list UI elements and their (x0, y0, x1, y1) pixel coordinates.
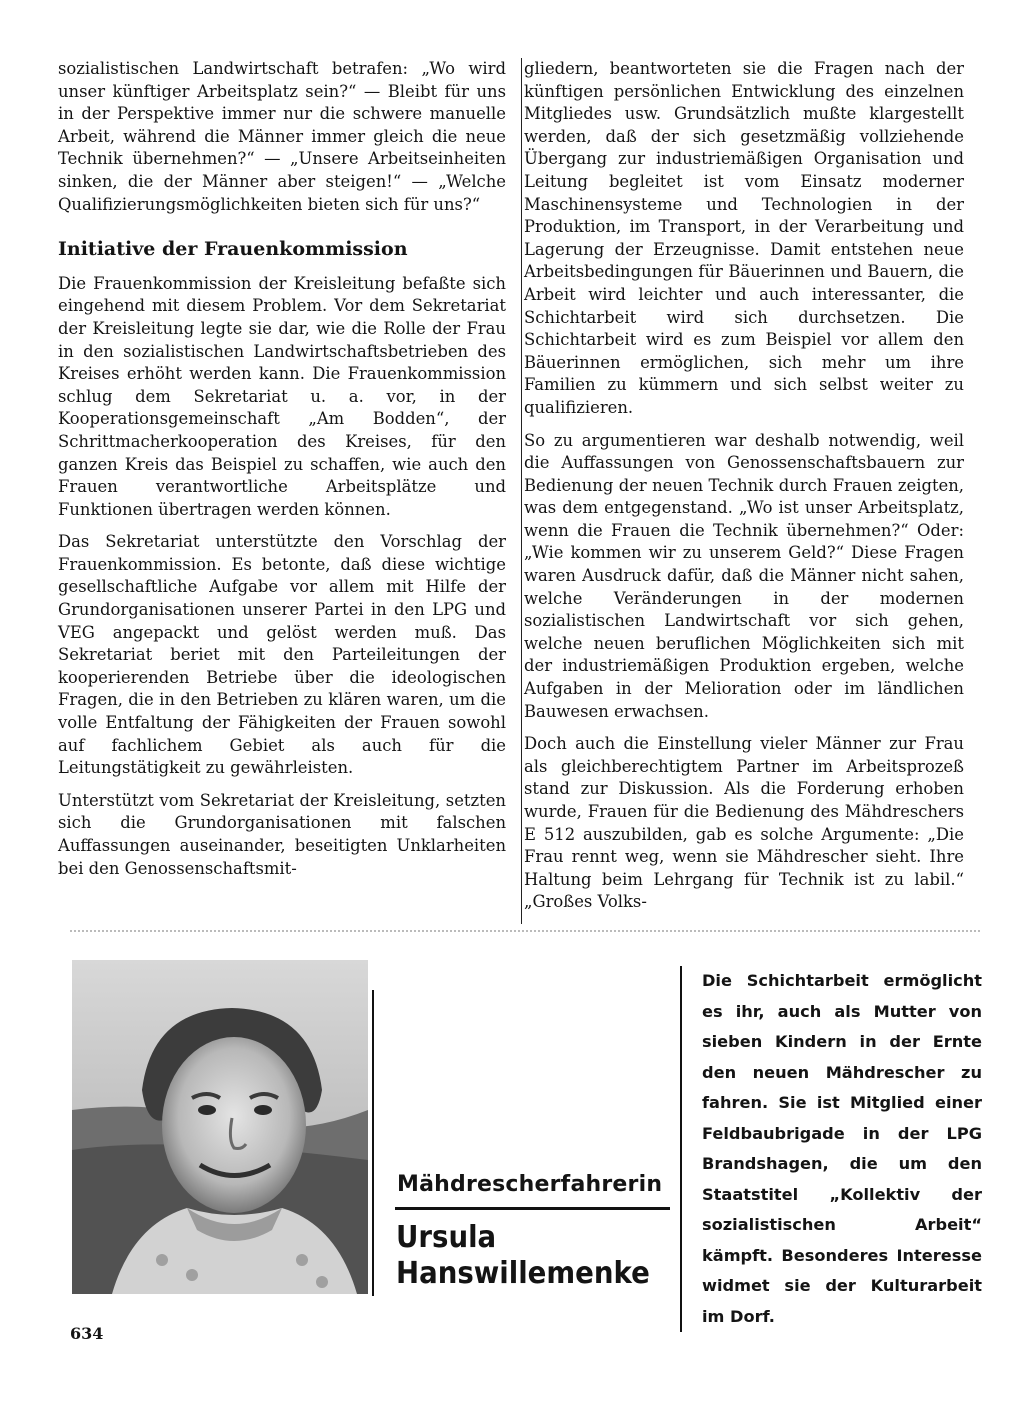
section-heading: Initiative der Frauenkommission (58, 238, 408, 261)
section-separator (70, 930, 980, 932)
right-column (521, 58, 964, 924)
body-paragraph: Doch auch die Einstellung vieler Männer zur Frau als gleichberechtigtem Partner im Arbeitsprozeß stand zur Diskussion. Als die Forderung erhoben wurde, Frauen für die Bedienung des Mähdreschers E 512 auszubilden, gab es solche Argumente: „Die Frau rennt weg, wenn sie Mähdrescher sieht. Ihre Haltung beim Lehrgang für Technik ist zu labil.“ „Großes Volks- (524, 734, 964, 912)
caption-role: Mähdrescherfahrerin (397, 1172, 663, 1197)
portrait-photo (72, 960, 368, 1294)
body-paragraph: So zu argumentieren war deshalb notwendig, weil die Auffassungen von Genossenschaftsbauern zur Bedienung der neuen Technik durch Frauen zeigten, was dem entgegenstand. „Wo ist unser Arbeitsplatz, wenn die Frauen die Technik übernehmen?“ Oder: „Wie kommen wir zu unserem Geld?“ Diese Fragen waren Ausdruck dafür, daß die Männer nicht sahen, welche Veränderungen in der modernen sozialistischen Landwirtschaft vor sich gehen, welche neuen beruflichen Möglichkeiten sich mit der industriemäßigen Produktion ergeben, welche Aufgaben in der Melioration oder im ländlichen Bauwesen erwachsen. (524, 430, 964, 721)
body-paragraph: Unterstützt vom Sekretariat der Kreisleitung, setzten sich die Grundorganisationen mit falschen Auffassungen auseinander, beseitigten Unklarheiten bei den Genossenschaftsmit- (58, 790, 506, 878)
intro-paragraph: sozialistischen Landwirtschaft betrafen: „Wo wird unser künftiger Arbeitsplatz sein?“ — Bleibt für uns in der Perspektive immer nur die schwere manuelle Arbeit, während die Männer immer gleich die neue Technik übernehmen?“ — „Unsere Arbeitseinheiten sinken, die der Männer aber steigen!“ — „Welche Qualifizierungsmöglichkeiten bieten sich für uns?“ (58, 59, 506, 214)
body-paragraph: gliedern, beantworteten sie die Fragen nach der künftigen persönlichen Entwicklung des einzelnen Mitgliedes usw. Grundsätzlich mußte klargestellt werden, daß der sich gesetzmäßig vollziehende Übergang zur industriemäßigen Organisation und Leitung begleitet ist vom Einsatz moderner Maschinensysteme und Technologien in der Produktion, im Transport, in der Verarbeitung und Lagerung der Erzeugnisse. Damit entstehen neue Arbeitsbedingungen für Bäuerinnen und Bauern, die Arbeit wird leichter und auch interessanter, die Schichtarbeit wird sich durchsetzen. Die Schichtarbeit wird es zum Beispiel vor allem den Bäuerinnen ermöglichen, sich mehr um ihre Familien zu kümmern und sich selbst weiter zu qualifizieren. (524, 59, 964, 417)
portrait-illustration (72, 960, 368, 1294)
caption-text: Die Schichtarbeit ermöglicht es ihr, auch als Mutter von sieben Kindern in der Ernte den neuen Mähdrescher zu fahren. Sie ist Mitglied einer Feldbaubrigade in der LPG Brandshagen, die um den Staatstitel „Kollektiv der sozialistischen Arbeit“ kämpft. Besonderes Interesse widmet sie der Kulturarbeit im Dorf. (680, 966, 982, 1332)
left-column (58, 58, 506, 890)
body-paragraph: Die Frauenkommission der Kreisleitung befaßte sich eingehend mit diesem Problem. Vor dem Sekretariat der Kreisleitung legte sie dar, wie die Rolle der Frau in den sozialistischen Landwirtschaftsbetrieben des Kreises erhöht werden kann. Die Frauenkommission schlug dem Sekretariat u. a. vor, in der Kooperationsgemeinschaft „Am Bodden“, der Schrittmacherkooperation des Kreises, für den ganzen Kreis das Beispiel zu schaffen, wie auch den Frauen verantwortliche Arbeitsplätze und Funktionen übertragen werden können. (58, 273, 506, 519)
caption-last-name: Hanswillemenke (396, 1256, 650, 1291)
caption-first-name: Ursula (396, 1220, 497, 1255)
caption-divider (372, 990, 374, 1296)
caption-name (396, 1220, 650, 1292)
caption-underline (395, 1207, 670, 1210)
page-number: 634 (70, 1324, 104, 1343)
body-paragraph: Das Sekretariat unterstützte den Vorschlag der Frauenkommission. Es betonte, daß diese wichtige gesellschaftliche Aufgabe vor allem mit Hilfe der Grundorganisationen unserer Partei in den LPG und VEG angepackt und gelöst werden muß. Das Sekretariat beriet mit den Parteileitungen der kooperierenden Betriebe über die ideologischen Fragen, die in den Betrieben zu klären waren, um die volle Entfaltung der Fähigkeiten der Frauen sowohl auf fachlichem Gebiet als auch für die Leitungstätigkeit zu gewährleisten. (58, 532, 506, 778)
